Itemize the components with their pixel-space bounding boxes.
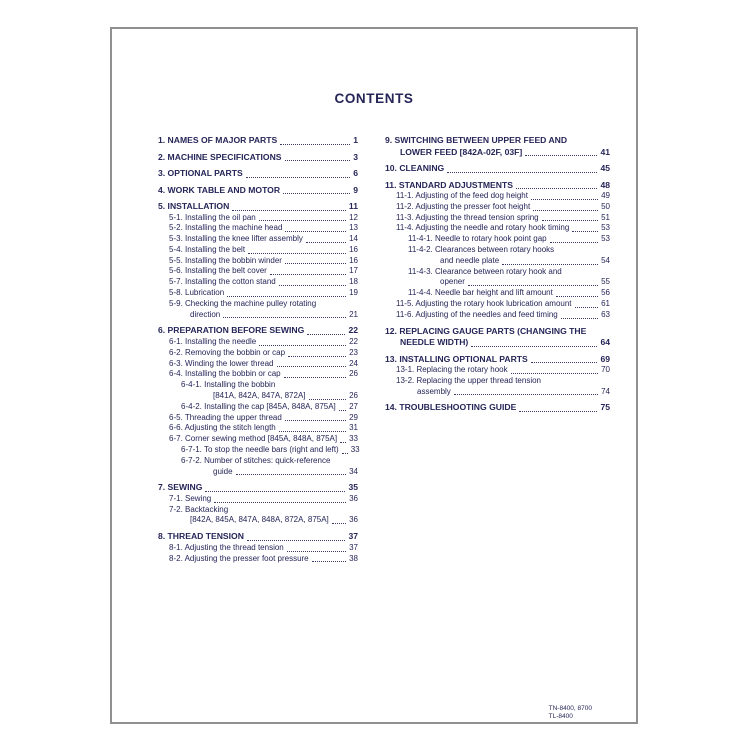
toc-dot-leader bbox=[270, 274, 346, 275]
toc-dot-leader bbox=[247, 540, 345, 541]
toc-entry bbox=[385, 310, 610, 321]
toc-entry bbox=[158, 445, 358, 456]
toc-page-number: 12 bbox=[349, 212, 358, 222]
toc-page-number: 17 bbox=[349, 266, 358, 276]
toc-dot-leader bbox=[283, 193, 350, 194]
footer-model-codes bbox=[549, 705, 592, 720]
toc-entry-label: 8-1. Adjusting the thread tension bbox=[169, 542, 284, 552]
toc-entry-label: 11-4-2. Clearances between rotary hooks bbox=[408, 244, 555, 254]
toc-page-number: 9 bbox=[353, 184, 358, 195]
toc-entry bbox=[158, 391, 358, 402]
toc-entry bbox=[385, 337, 610, 349]
toc-page-number: 50 bbox=[601, 201, 610, 211]
toc-page-number: 69 bbox=[600, 353, 610, 364]
toc-page-number: 35 bbox=[348, 482, 358, 493]
toc-dot-leader bbox=[556, 296, 598, 297]
toc-entry-label: 10. CLEANING bbox=[385, 163, 445, 173]
toc-dot-leader bbox=[516, 188, 597, 189]
toc-dot-leader bbox=[248, 253, 346, 254]
toc-entry-label: [841A, 842A, 847A, 872A] bbox=[213, 390, 306, 400]
toc-dot-leader bbox=[332, 523, 346, 524]
toc-entry-label: 11-6. Adjusting of the needles and feed timing bbox=[396, 309, 558, 319]
toc-dot-leader bbox=[342, 453, 348, 454]
toc-entry bbox=[158, 325, 358, 337]
toc-entry-label: and needle plate bbox=[440, 255, 500, 265]
toc-dot-leader bbox=[214, 502, 346, 503]
toc-page-number: 26 bbox=[349, 390, 358, 400]
toc-entry-label: 5-5. Installing the bobbin winder bbox=[169, 255, 282, 265]
toc-page-number: 41 bbox=[600, 146, 610, 157]
toc-entry-label: 11-2. Adjusting the presser foot height bbox=[396, 201, 531, 211]
toc-column-left bbox=[158, 130, 358, 564]
toc-entry-label: 11-4. Adjusting the needle and rotary hook timing bbox=[396, 223, 570, 233]
toc-page-number: 49 bbox=[601, 191, 610, 200]
toc-page-number: 33 bbox=[349, 434, 359, 444]
toc-dot-leader bbox=[531, 199, 598, 200]
toc-page-number: 51 bbox=[601, 212, 610, 222]
column-gap bbox=[358, 130, 385, 564]
toc-entry bbox=[158, 402, 358, 413]
toc-entry-label: 6-7-2. Number of stitches: quick-reference bbox=[181, 455, 331, 465]
toc-entry-label: 13. INSTALLING OPTIONAL PARTS bbox=[385, 353, 528, 364]
toc-dot-leader bbox=[572, 231, 598, 232]
toc-entry bbox=[158, 543, 358, 554]
toc-entry-label: 6-1. Installing the needle bbox=[169, 336, 257, 346]
toc-page-number: 36 bbox=[349, 515, 358, 525]
toc-page-number: 53 bbox=[601, 223, 610, 233]
toc-page-number: 48 bbox=[600, 179, 610, 190]
toc-entry-label: 11-3. Adjusting the thread tension spring bbox=[396, 212, 539, 222]
toc-entry-label: 11-1. Adjusting of the feed dog height bbox=[396, 191, 528, 200]
toc-dot-leader bbox=[236, 474, 347, 475]
toc-entry-label: 5-3. Installing the knee lifter assembly bbox=[169, 234, 303, 244]
toc-dot-leader bbox=[306, 242, 346, 243]
toc-entry bbox=[158, 266, 358, 277]
toc-entry bbox=[158, 234, 358, 245]
toc-entry bbox=[158, 413, 358, 424]
toc-entry-label: 13-2. Replacing the upper thread tension bbox=[396, 375, 541, 385]
toc-entry bbox=[385, 234, 610, 245]
toc-dot-leader bbox=[339, 410, 346, 411]
toc-page-number: 61 bbox=[601, 298, 610, 308]
toc-dot-leader bbox=[502, 264, 598, 265]
toc-entry bbox=[385, 277, 610, 288]
toc-page-number: 13 bbox=[349, 223, 358, 233]
toc-dot-leader bbox=[575, 307, 599, 308]
toc-entry bbox=[158, 277, 358, 288]
toc-page-number: 26 bbox=[349, 369, 358, 379]
toc-entry-label: 14. TROUBLESHOOTING GUIDE bbox=[385, 402, 517, 413]
manual-page bbox=[110, 27, 638, 724]
toc-dot-leader bbox=[447, 172, 597, 173]
toc-entry bbox=[158, 213, 358, 224]
toc-dot-leader bbox=[279, 285, 346, 286]
toc-entry bbox=[158, 299, 358, 310]
toc-page-number: 24 bbox=[349, 358, 358, 368]
toc-entry bbox=[385, 245, 610, 256]
toc-dot-leader bbox=[285, 231, 346, 232]
toc-dot-leader bbox=[280, 144, 350, 145]
toc-dot-leader bbox=[525, 155, 597, 156]
toc-entry bbox=[158, 288, 358, 299]
toc-dot-leader bbox=[511, 373, 598, 374]
toc-entry bbox=[158, 515, 358, 526]
toc-entry bbox=[158, 185, 358, 197]
toc-entry bbox=[158, 380, 358, 391]
toc-entry bbox=[385, 135, 610, 147]
toc-dot-leader bbox=[284, 377, 346, 378]
toc-page-number: 14 bbox=[349, 234, 358, 244]
toc-page-number: 23 bbox=[349, 347, 358, 357]
toc-page-number: 6 bbox=[353, 168, 358, 178]
toc-page-number: 22 bbox=[349, 336, 358, 346]
toc-entry bbox=[385, 223, 610, 234]
toc-entry bbox=[385, 163, 610, 175]
toc-entry bbox=[385, 288, 610, 299]
toc-entry bbox=[158, 223, 358, 234]
toc-entry-label: 6-6. Adjusting the stitch length bbox=[169, 423, 276, 433]
toc-dot-leader bbox=[205, 491, 345, 492]
toc-entry-label: 7-2. Backtacking bbox=[169, 504, 229, 514]
toc-page-number: 18 bbox=[349, 277, 358, 287]
toc-page-number: 54 bbox=[601, 255, 610, 265]
toc-dot-leader bbox=[531, 362, 598, 363]
toc-entry bbox=[385, 299, 610, 310]
toc-column-right bbox=[385, 130, 610, 564]
toc-entry bbox=[158, 201, 358, 213]
toc-entry-label: [842A, 845A, 847A, 848A, 872A, 875A] bbox=[190, 515, 329, 525]
toc-entry bbox=[385, 202, 610, 213]
toc-entry bbox=[158, 505, 358, 516]
toc-dot-leader bbox=[533, 210, 598, 211]
toc-dot-leader bbox=[227, 296, 346, 297]
toc-entry bbox=[158, 482, 358, 494]
toc-page-number: 33 bbox=[350, 444, 360, 454]
toc-columns bbox=[112, 106, 636, 564]
toc-entry bbox=[158, 135, 358, 147]
toc-entry-label: 6-4-1. Installing the bobbin bbox=[181, 380, 276, 390]
toc-page-number: 74 bbox=[601, 386, 610, 396]
toc-page-number: 63 bbox=[601, 309, 610, 319]
toc-page-number: 38 bbox=[349, 553, 358, 563]
toc-page-number: 11 bbox=[348, 201, 358, 211]
toc-entry-label: 6-3. Winding the lower thread bbox=[169, 358, 274, 368]
toc-entry-label: 9. SWITCHING BETWEEN UPPER FEED AND bbox=[385, 135, 568, 145]
toc-page-number: 37 bbox=[349, 542, 358, 552]
toc-entry-label: 3. OPTIONAL PARTS bbox=[158, 168, 243, 178]
toc-dot-leader bbox=[454, 394, 598, 395]
toc-entry-label: 11. STANDARD ADJUSTMENTS bbox=[385, 179, 513, 190]
toc-entry bbox=[158, 423, 358, 434]
toc-dot-leader bbox=[519, 411, 597, 412]
toc-page-number: 45 bbox=[600, 163, 610, 173]
toc-entry-label: 5-9. Checking the machine pulley rotating bbox=[169, 298, 317, 308]
toc-page-number: 19 bbox=[349, 288, 358, 298]
toc-dot-leader bbox=[309, 399, 347, 400]
toc-entry bbox=[158, 369, 358, 380]
toc-page-number: 27 bbox=[349, 401, 358, 411]
toc-entry-label: assembly bbox=[417, 386, 451, 396]
toc-entry bbox=[158, 337, 358, 348]
toc-entry bbox=[385, 387, 610, 398]
toc-entry-label: 6-7. Corner sewing method [845A, 848A, 875A] bbox=[169, 434, 338, 444]
toc-entry bbox=[158, 256, 358, 267]
toc-entry bbox=[385, 365, 610, 376]
toc-dot-leader bbox=[223, 317, 346, 318]
toc-entry bbox=[158, 310, 358, 321]
footer-line-1: TN-8400, 8700 bbox=[548, 705, 592, 712]
toc-dot-leader bbox=[277, 366, 347, 367]
toc-entry-label: 7. SEWING bbox=[158, 482, 203, 493]
toc-entry-label: 11-4-3. Clearance between rotary hook and bbox=[408, 266, 562, 276]
toc-entry-label: 6-2. Removing the bobbin or cap bbox=[169, 347, 286, 357]
toc-entry-label: opener bbox=[440, 277, 465, 287]
toc-entry bbox=[158, 494, 358, 505]
toc-entry-label: 6. PREPARATION BEFORE SEWING bbox=[158, 325, 305, 336]
toc-entry bbox=[158, 531, 358, 543]
toc-entry bbox=[385, 147, 610, 159]
toc-entry-label: 5-6. Installing the belt cover bbox=[169, 266, 267, 276]
toc-entry bbox=[158, 348, 358, 359]
toc-page-number: 22 bbox=[348, 325, 358, 336]
toc-entry-label: 5-1. Installing the oil pan bbox=[169, 212, 256, 222]
toc-entry-label: 1. NAMES OF MAJOR PARTS bbox=[158, 135, 278, 145]
footer-line-2: TL-8400 bbox=[548, 712, 573, 720]
toc-entry-label: guide bbox=[213, 466, 233, 476]
toc-page-number: 31 bbox=[349, 423, 358, 433]
toc-entry-label: 4. WORK TABLE AND MOTOR bbox=[158, 184, 281, 195]
toc-page-number: 75 bbox=[600, 402, 610, 413]
toc-entry bbox=[385, 267, 610, 278]
toc-page-number: 29 bbox=[349, 412, 358, 422]
toc-dot-leader bbox=[340, 442, 346, 443]
toc-entry bbox=[158, 456, 358, 467]
toc-entry bbox=[158, 245, 358, 256]
toc-page-number: 16 bbox=[349, 255, 358, 265]
toc-entry-label: 5-2. Installing the machine head bbox=[169, 223, 283, 233]
toc-entry-label: 11-4-4. Needle bar height and lift amount bbox=[408, 288, 553, 298]
toc-dot-leader bbox=[287, 551, 346, 552]
toc-entry bbox=[158, 168, 358, 180]
toc-dot-leader bbox=[561, 318, 598, 319]
toc-entry-label: 8. THREAD TENSION bbox=[158, 531, 244, 542]
toc-page-number: 34 bbox=[349, 466, 358, 476]
toc-dot-leader bbox=[259, 345, 346, 346]
toc-entry-label: 12. REPLACING GAUGE PARTS (CHANGING THE bbox=[385, 325, 587, 336]
toc-entry-label: 6-4-2. Installing the cap [845A, 848A, 875A] bbox=[181, 401, 336, 411]
toc-entry bbox=[158, 359, 358, 370]
toc-dot-leader bbox=[468, 285, 598, 286]
toc-page-number: 55 bbox=[601, 277, 610, 287]
toc-page-number: 16 bbox=[349, 244, 358, 254]
toc-entry bbox=[158, 554, 358, 565]
toc-entry bbox=[158, 152, 358, 164]
toc-dot-leader bbox=[542, 220, 598, 221]
toc-entry-label: 5-7. Installing the cotton stand bbox=[169, 277, 276, 287]
toc-dot-leader bbox=[285, 420, 346, 421]
toc-dot-leader bbox=[307, 334, 345, 335]
toc-entry-label: 5. INSTALLATION bbox=[158, 201, 230, 211]
toc-page-number: 56 bbox=[601, 288, 610, 298]
toc-entry bbox=[385, 376, 610, 387]
toc-page-number: 3 bbox=[353, 151, 358, 162]
toc-entry-label: LOWER FEED [842A-02F, 03F] bbox=[400, 146, 523, 157]
toc-page-number: 1 bbox=[353, 135, 358, 145]
toc-entry-label: 6-5. Threading the upper thread bbox=[169, 412, 282, 422]
toc-page-number: 37 bbox=[348, 531, 358, 542]
toc-entry-label: 6-7-1. To stop the needle bars (right and left) bbox=[181, 444, 339, 454]
toc-entry-label: NEEDLE WIDTH) bbox=[400, 337, 469, 348]
toc-entry bbox=[385, 402, 610, 414]
toc-entry-label: 2. MACHINE SPECIFICATIONS bbox=[158, 151, 282, 162]
toc-page-number: 70 bbox=[601, 365, 610, 375]
toc-dot-leader bbox=[232, 210, 346, 211]
toc-entry-label: 11-5. Adjusting the rotary hook lubrication amount bbox=[396, 298, 572, 308]
toc-dot-leader bbox=[279, 431, 346, 432]
toc-dot-leader bbox=[246, 177, 351, 178]
toc-entry-label: 11-4-1. Needle to rotary hook point gap bbox=[408, 234, 547, 244]
toc-dot-leader bbox=[288, 356, 346, 357]
toc-dot-leader bbox=[471, 346, 597, 347]
toc-dot-leader bbox=[285, 263, 346, 264]
toc-entry bbox=[158, 467, 358, 478]
toc-entry-label: 13-1. Replacing the rotary hook bbox=[396, 365, 508, 375]
toc-entry-label: 7-1. Sewing bbox=[169, 493, 212, 503]
toc-entry bbox=[385, 326, 610, 338]
toc-entry bbox=[385, 256, 610, 267]
toc-entry-label: 6-4. Installing the bobbin or cap bbox=[169, 369, 281, 379]
toc-entry-label: direction bbox=[190, 309, 221, 319]
toc-page-number: 64 bbox=[600, 337, 610, 348]
toc-page-number: 36 bbox=[349, 493, 358, 503]
toc-entry-label: 8-2. Adjusting the presser foot pressure bbox=[169, 553, 309, 563]
toc-entry bbox=[385, 354, 610, 366]
toc-entry bbox=[385, 180, 610, 192]
toc-dot-leader bbox=[550, 242, 598, 243]
toc-page-number: 53 bbox=[601, 234, 610, 244]
toc-entry bbox=[385, 213, 610, 224]
toc-dot-leader bbox=[312, 561, 346, 562]
toc-entry-label: 5-4. Installing the belt bbox=[169, 244, 246, 254]
page-title: CONTENTS bbox=[334, 91, 414, 106]
toc-dot-leader bbox=[285, 160, 351, 161]
toc-dot-leader bbox=[259, 220, 346, 221]
toc-entry-label: 5-8. Lubrication bbox=[169, 288, 225, 298]
toc-page-number: 21 bbox=[349, 309, 358, 319]
toc-entry bbox=[158, 434, 358, 445]
toc-entry bbox=[385, 191, 610, 202]
